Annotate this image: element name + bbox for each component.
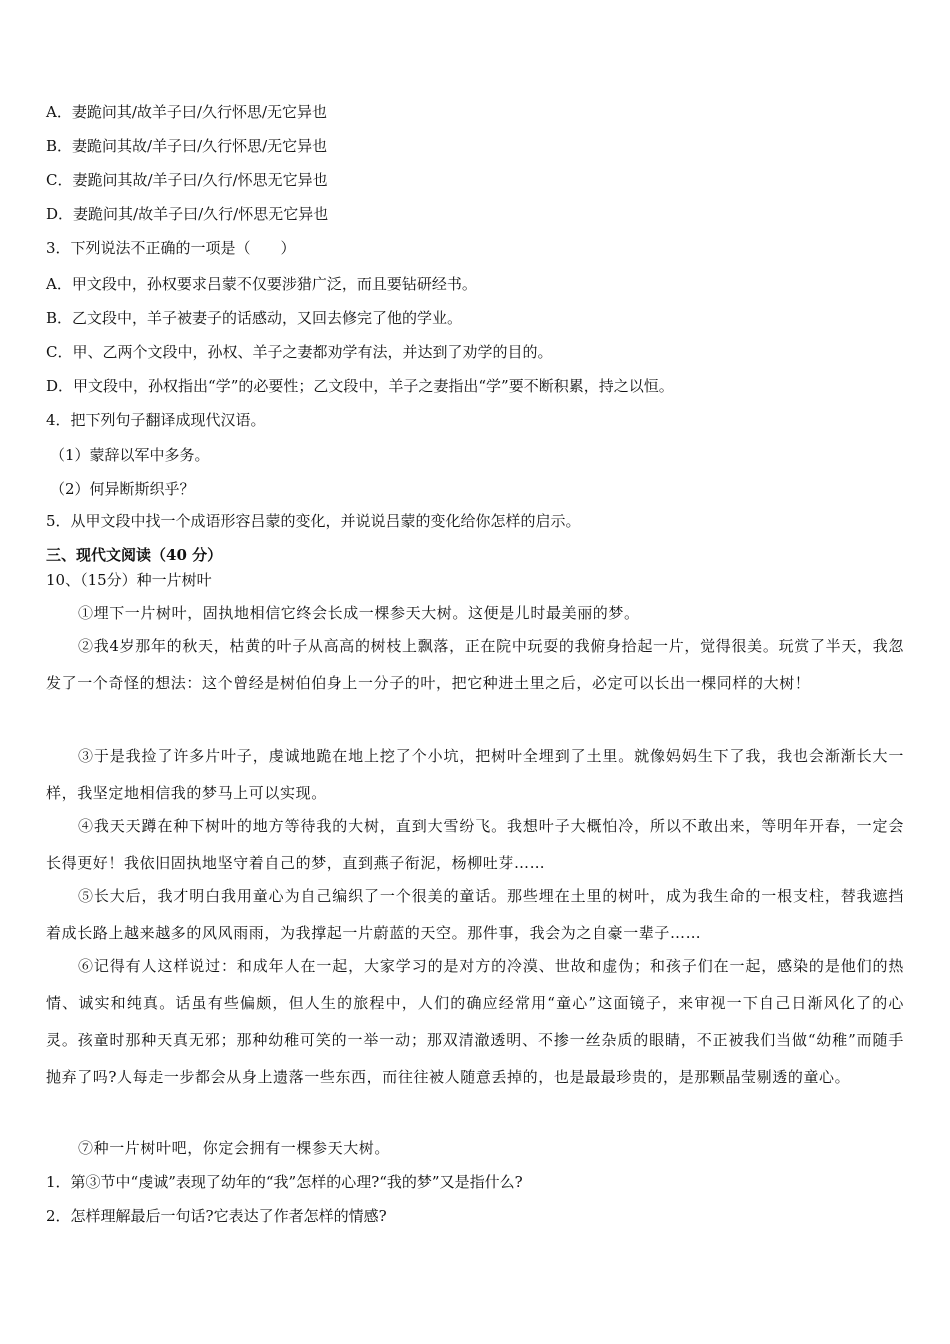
section-3-title: 三、现代文阅读（40 分） xyxy=(46,546,223,564)
paragraph-1: ①埋下一片树叶，固执地相信它终会长成一棵参天大树。这便是儿时最美丽的梦。 xyxy=(78,604,640,622)
option-b: B．妻跪问其故/羊子曰/久行怀思/无它异也 xyxy=(46,137,328,155)
option-a: A．妻跪问其/故羊子曰/久行怀思/无它异也 xyxy=(46,103,327,121)
reading-question-1: 1．第③节中“虔诚”表现了幼年的“我”怎样的心理?“我的梦”又是指什么? xyxy=(46,1173,523,1191)
question-10-title: 10、（15分）种一片树叶 xyxy=(46,571,212,589)
paragraph-3: ③于是我捡了许多片叶子，虔诚地跪在地上挖了个小坑，把树叶全埋到了土里。就像妈妈生下了我，我也会渐渐长大一样，我坚定地相信我的梦马上可以实现。 xyxy=(46,747,904,802)
q3-option-b: B．乙文段中，羊子被妻子的话感动，又回去修完了他的学业。 xyxy=(46,309,463,327)
paragraph-7: ⑦种一片树叶吧，你定会拥有一棵参天大树。 xyxy=(78,1139,391,1157)
q4-item-1: （1）蒙辞以军中多务。 xyxy=(50,446,210,464)
reading-question-2: 2．怎样理解最后一句话?它表达了作者怎样的情感? xyxy=(46,1207,387,1225)
paragraph-6: ⑥记得有人这样说过：和成年人在一起，大家学习的是对方的冷漠、世故和虚伪；和孩子们在一起，感染的是他们的热情、诚实和纯真。话虽有些偏颇，但人生的旅程中，人们的确应经常用“童心”这面镜子，来审视一下自己日渐风化了的心灵。孩童时那种天真无邪；那种幼稚可笑的一举一动；那双清澈透明、不掺一丝杂质的眼睛，不正被我们当做“幼稚”而随手抛弃了吗?人每走一步都会从身上遗落一些东西，而往往被人随意丢掉的，也是最最珍贵的，是那颗晶莹剔透的童心。 xyxy=(46,957,904,1086)
question-3-stem: 3．下列说法不正确的一项是（ ） xyxy=(46,239,296,257)
q3-option-a: A．甲文段中，孙权要求吕蒙不仅要涉猎广泛，而且要钻研经书。 xyxy=(46,275,477,293)
option-c: C．妻跪问其故/羊子曰/久行/怀思无它异也 xyxy=(46,171,328,189)
option-d: D．妻跪问其/故羊子曰/久行/怀思无它异也 xyxy=(46,205,329,223)
q3-option-d: D．甲文段中，孙权指出“学”的必要性；乙文段中，羊子之妻指出“学”要不断积累，持之以恒。 xyxy=(46,377,674,395)
paragraph-2: ②我4岁那年的秋天，枯黄的叶子从高高的树枝上飘落，正在院中玩耍的我俯身拾起一片，觉得很美。玩赏了半天，我忽发了一个奇怪的想法：这个曾经是树伯伯身上一分子的叶，把它种进土里之后，必定可以长出一棵同样的大树！ xyxy=(46,637,904,692)
question-4-stem: 4．把下列句子翻译成现代汉语。 xyxy=(46,411,266,429)
paragraph-5: ⑤长大后，我才明白我用童心为自己编织了一个很美的童话。那些埋在土里的树叶，成为我生命的一根支柱，替我遮挡着成长路上越来越多的风风雨雨，为我撑起一片蔚蓝的天空。那件事，我会为之自豪一辈子…… xyxy=(46,887,904,942)
question-5-stem: 5．从甲文段中找一个成语形容吕蒙的变化，并说说吕蒙的变化给你怎样的启示。 xyxy=(46,512,581,530)
paragraph-4: ④我天天蹲在种下树叶的地方等待我的大树，直到大雪纷飞。我想叶子大概怕冷，所以不敢出来，等明年开春，一定会长得更好！我依旧固执地坚守着自己的梦，直到燕子衔泥，杨柳吐芽…… xyxy=(46,817,904,872)
q4-item-2: （2）何异断斯织乎？ xyxy=(50,480,195,498)
q3-option-c: C．甲、乙两个文段中，孙权、羊子之妻都劝学有法，并达到了劝学的目的。 xyxy=(46,343,553,361)
